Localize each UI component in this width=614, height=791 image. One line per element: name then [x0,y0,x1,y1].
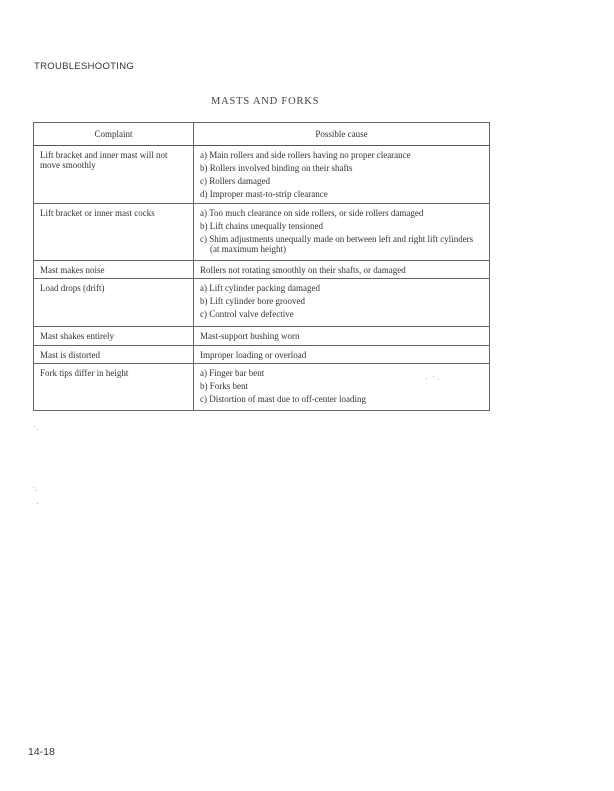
scan-artifact [36,490,37,491]
scan-artifact [433,376,434,377]
cause-cell [194,146,490,204]
cause-item: b) Lift chains unequally tensioned [200,221,323,231]
cause-item: Rollers not rotating smoothly on their shafts, or damaged [200,265,406,275]
complaint-text: Mast makes noise [40,265,105,275]
complaint-text: Lift bracket or inner mast cocks [40,208,155,218]
table-row [34,346,490,364]
cause-cell [194,279,490,327]
complaint-cell [34,204,194,261]
complaint-cell [34,261,194,279]
cause-item: c) Shim adjustments unequally made on between left and right lift cylinders (at maximum height) [200,234,474,254]
scan-artifact [426,378,427,379]
cause-cell [194,327,490,346]
complaint-text: Mast is distorted [40,350,100,360]
complaint-text: Mast shakes entirely [40,331,114,341]
cause-item: a) Main rollers and side rollers having no proper clearance [200,150,411,160]
cause-item: Improper loading or overload [200,350,307,360]
complaint-cell [34,146,194,204]
cause-cell [194,261,490,279]
cause-item: a) Lift cylinder packing damaged [200,283,320,293]
complaint-text: Lift bracket and inner mast will not move smoothly [40,150,168,170]
table-row [34,261,490,279]
cause-item: b) Rollers involved binding on their shafts [200,163,353,173]
table-row [34,327,490,346]
complaint-cell [34,364,194,411]
section-header: TROUBLESHOOTING [34,61,135,72]
table-row [34,204,490,261]
cause-item: d) Improper mast-to-strip clearance [200,189,328,199]
table-header-row [34,123,490,146]
scan-artifact [37,503,38,504]
scan-artifact [37,429,38,430]
cause-item: b) Forks bent [200,381,248,391]
table-row [34,146,490,204]
cause-item: b) Lift cylinder bore grooved [200,296,305,306]
complaint-cell [34,279,194,327]
complaint-text: Fork tips differ in height [40,368,129,378]
cause-cell [194,364,490,411]
cause-cell [194,204,490,261]
troubleshooting-table [33,122,490,411]
cause-item: c) Distortion of mast due to off-center loading [200,394,367,404]
cause-item: Mast-support bushing worn [200,331,300,341]
cause-item: c) Rollers damaged [200,176,270,186]
cause-item: a) Finger bar bent [200,368,265,378]
page-title: MASTS AND FORKS [211,96,320,107]
table-row [34,279,490,327]
table-row [34,364,490,411]
cause-item: c) Control valve defective [200,309,294,319]
complaint-cell [34,327,194,346]
scan-artifact [34,426,35,427]
complaint-cell [34,346,194,364]
complaint-text: Load drops (drift) [40,283,105,293]
cause-item: a) Too much clearance on side rollers, or side rollers damaged [200,208,424,218]
scan-artifact [33,487,34,488]
scan-artifact [438,379,439,380]
page-number: 14-18 [28,746,55,758]
column-header-cause: Possible cause [194,123,490,146]
cause-cell [194,346,490,364]
column-header-complaint: Complaint [34,123,194,146]
